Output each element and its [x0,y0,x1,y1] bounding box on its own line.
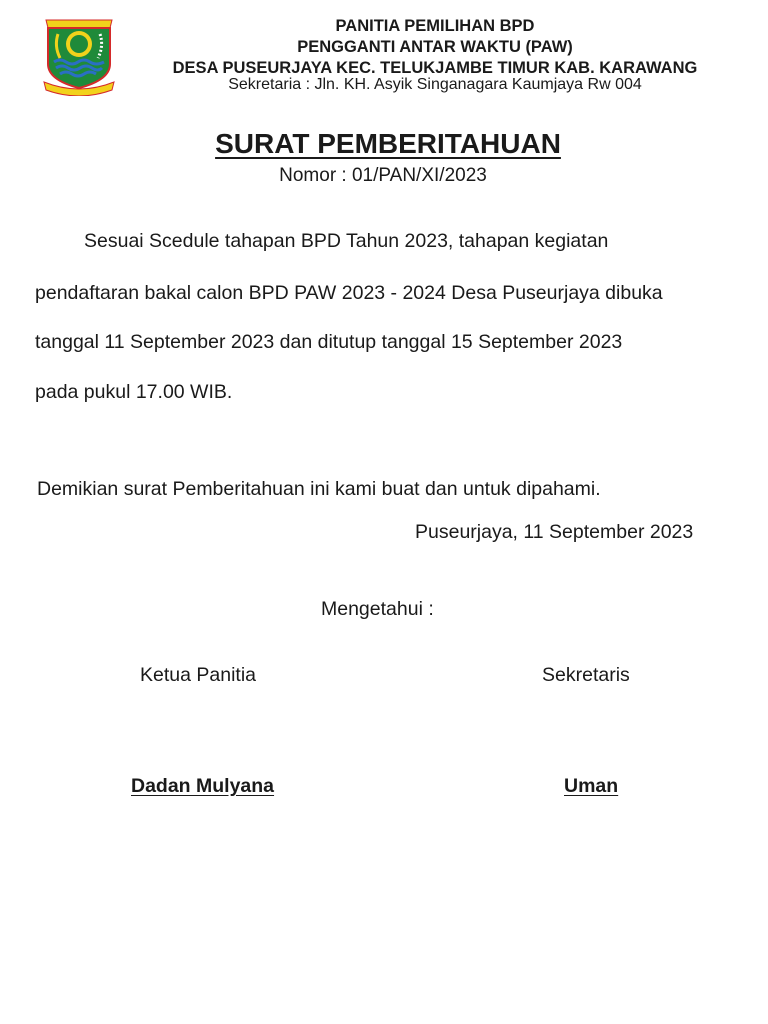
left-signatory-name: Dadan Mulyana [131,775,275,797]
right-signatory-role: Sekretaris [542,664,630,686]
letterhead-committee: PANITIA PEMILIHAN BPD [335,17,535,35]
acknowledged-label: Mengetahui : [321,598,434,620]
body-line-2: pendaftaran bakal calon BPD PAW 2023 - 2024 Desa Puseurjaya dibuka [35,282,663,304]
letterhead-address: Sekretaria : Jln. KH. Asyik Singanagara Kaumjaya Rw 004 [228,76,642,93]
body-line-4: pada pukul 17.00 WIB. [35,381,233,403]
letterhead-paw: PENGGANTI ANTAR WAKTU (PAW) [297,38,573,56]
place-date: Puseurjaya, 11 September 2023 [415,521,694,543]
body-line-1: Sesuai Scedule tahapan BPD Tahun 2023, tahapan kegiatan [84,230,609,252]
left-signatory-role: Ketua Panitia [140,664,257,686]
body-line-3: tanggal 11 September 2023 dan ditutup tanggal 15 September 2023 [35,331,623,353]
letter-title: SURAT PEMBERITAHUAN [215,128,561,159]
karawang-regency-emblem-icon [40,14,118,96]
right-signatory-name: Uman [564,775,619,797]
letterhead-village: DESA PUSEURJAYA KEC. TELUKJAMBE TIMUR KAB. KARAWANG [172,59,698,77]
closing-text: Demikian surat Pemberitahuan ini kami buat dan untuk dipahami. [37,478,601,500]
letter-number: Nomor : 01/PAN/XI/2023 [279,165,487,186]
